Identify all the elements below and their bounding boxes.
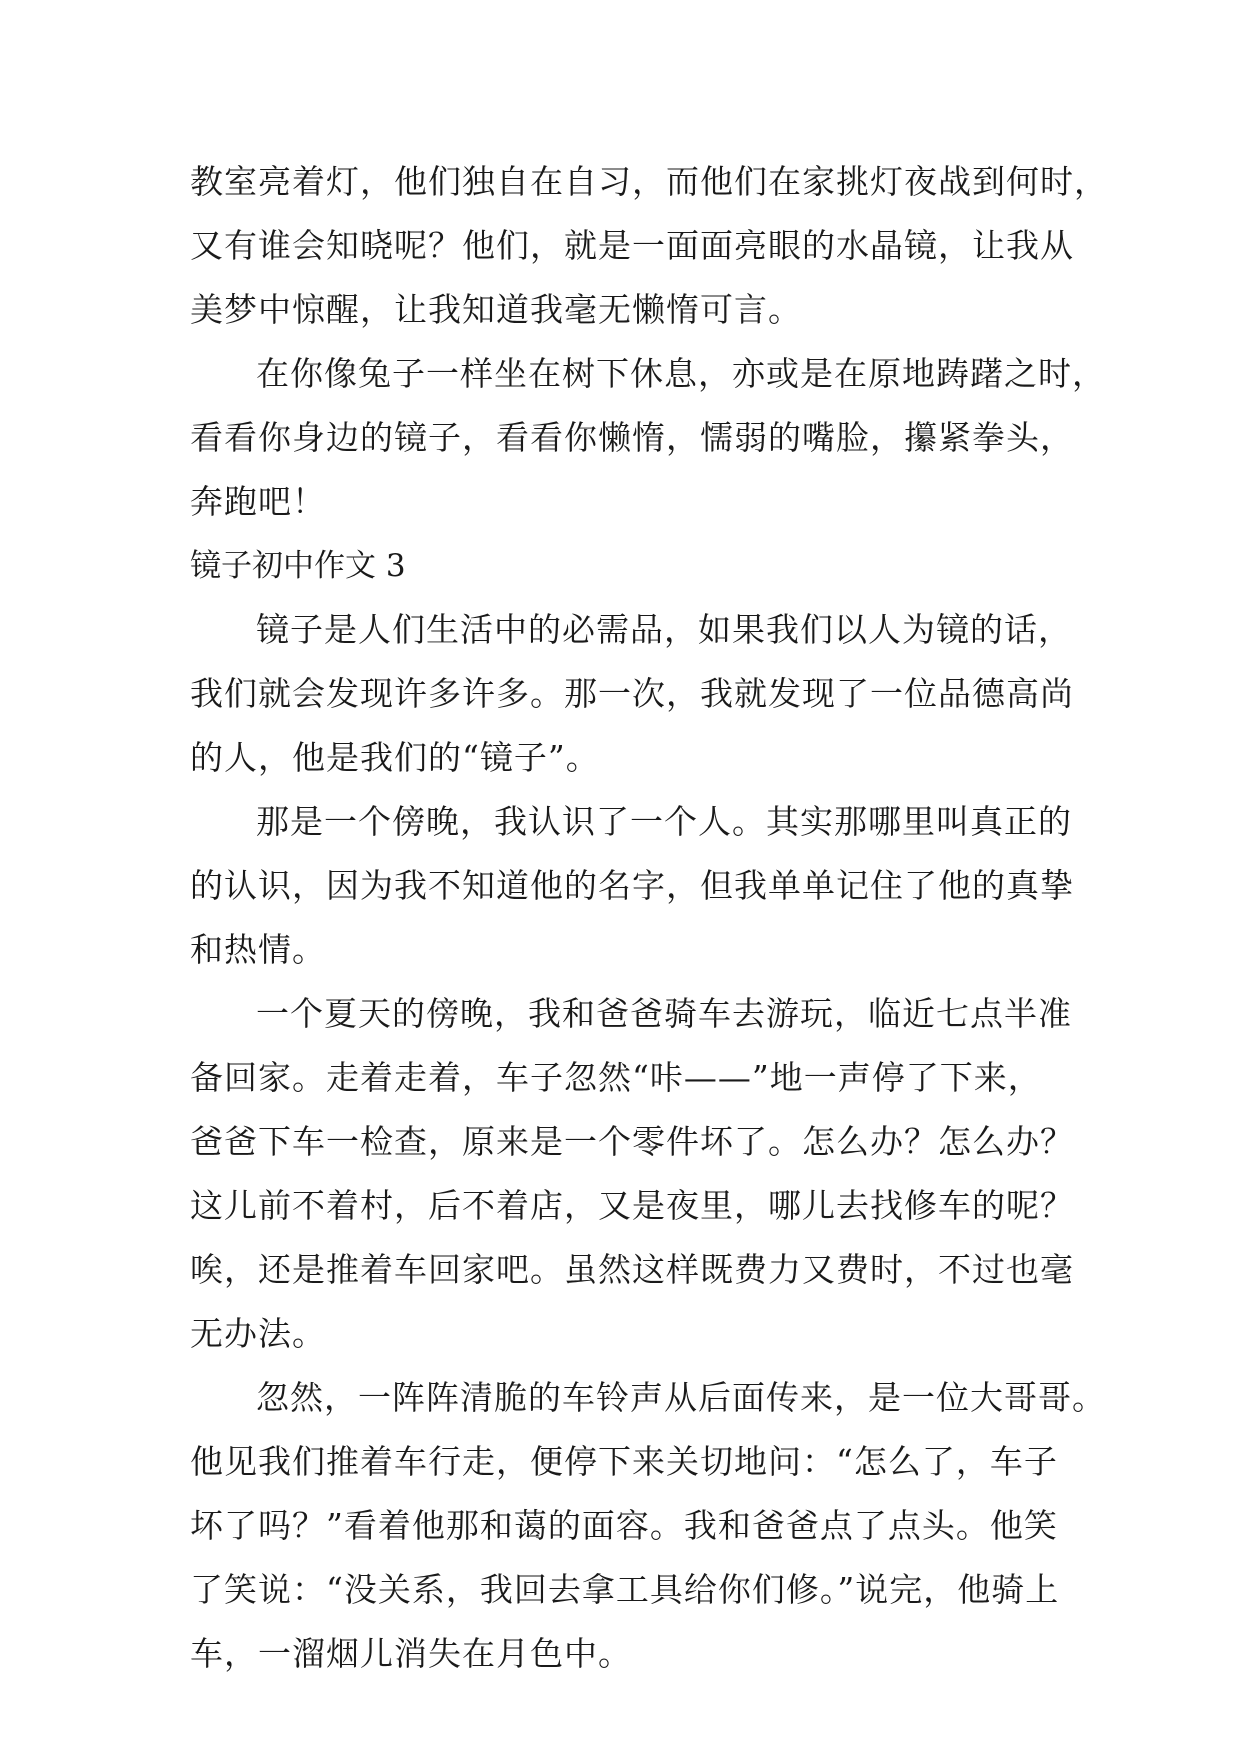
text-line: 看看你身边的镜子，看看你懒惰，懦弱的嘴脸，攥紧拳头，	[190, 418, 1074, 457]
paragraph	[190, 982, 1074, 1366]
paragraph	[190, 598, 1074, 790]
paragraph	[190, 342, 1106, 534]
text-line: 一个夏天的傍晚，我和爸爸骑车去游玩，临近七点半准	[256, 994, 1072, 1033]
paragraph	[190, 150, 1108, 342]
text-line: 又有谁会知晓呢？他们，就是一面面亮眼的水晶镜，让我从	[190, 226, 1074, 265]
text-line: 这儿前不着村，后不着店，又是夜里，哪儿去找修车的呢？	[190, 1186, 1074, 1225]
text-line: 教室亮着灯，他们独自在自习，而他们在家挑灯夜战到何时，	[190, 162, 1108, 201]
text-line: 车，一溜烟儿消失在月色中。	[190, 1634, 632, 1673]
section-heading: 镜子初中作文 3	[190, 548, 406, 584]
text-line: 他见我们推着车行走，便停下来关切地问：“怎么了，车子	[190, 1442, 1058, 1481]
text-line: 我们就会发现许多许多。那一次，我就发现了一位品德高尚	[190, 674, 1074, 713]
text-line: 无办法。	[190, 1314, 326, 1353]
text-line: 奔跑吧！	[190, 482, 326, 521]
text-line: 备回家。走着走着，车子忽然“咔——”地一声停了下来，	[190, 1058, 1042, 1097]
text-line: 镜子是人们生活中的必需品，如果我们以人为镜的话，	[256, 610, 1072, 649]
text-line: 爸爸下车一检查，原来是一个零件坏了。怎么办？怎么办？	[190, 1122, 1074, 1161]
text-line: 的认识，因为我不知道他的名字，但我单单记住了他的真挚	[190, 866, 1074, 905]
text-line: 和热情。	[190, 930, 326, 969]
text-line: 唉，还是推着车回家吧。虽然这样既费力又费时，不过也毫	[190, 1250, 1074, 1289]
text-line: 忽然，一阵阵清脆的车铃声从后面传来，是一位大哥哥。	[256, 1378, 1106, 1417]
text-line: 坏了吗？”看着他那和蔼的面容。我和爸爸点了点头。他笑	[190, 1506, 1058, 1545]
text-line: 的人，他是我们的“镜子”。	[190, 738, 600, 777]
text-line: 那是一个傍晚，我认识了一个人。其实那哪里叫真正的	[256, 802, 1072, 841]
paragraph	[190, 790, 1074, 982]
paragraph	[190, 1366, 1106, 1686]
text-line: 在你像兔子一样坐在树下休息，亦或是在原地踌躇之时，	[256, 354, 1106, 393]
text-line: 了笑说：“没关系，我回去拿工具给你们修。”说完，他骑上	[190, 1570, 1060, 1609]
text-line: 美梦中惊醒，让我知道我毫无懒惰可言。	[190, 290, 802, 329]
document-page	[190, 150, 1108, 1686]
